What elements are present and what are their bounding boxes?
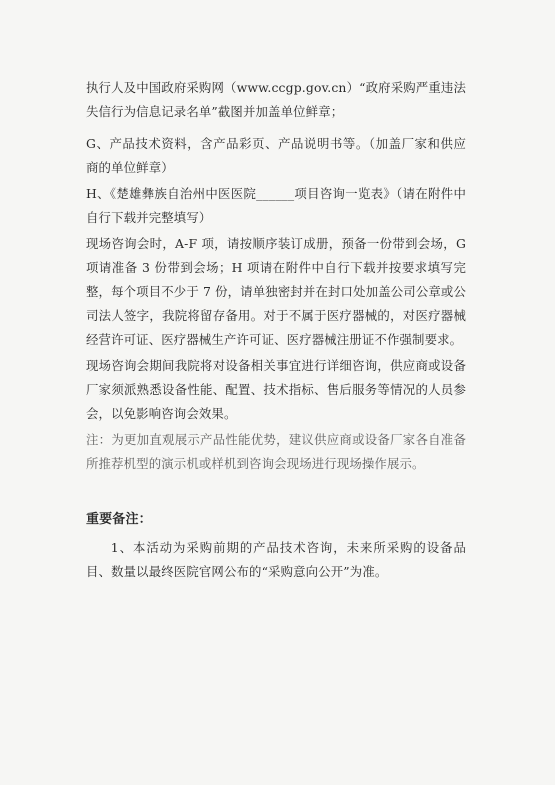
paragraph-credit-record: 执行人及中国政府采购网（www.ccgp.gov.cn）“政府采购严重违法失信行为信息记录名单”截图并加盖单位鲜章； [86, 80, 466, 119]
paragraph-item-h: H、《楚雄彝族自治州中医医院______项目咨询一览表》（请在附件中自行下载并完整填写） [86, 186, 466, 225]
paragraph-meeting-materials: 现场咨询会时，A-F 项，请按顺序装订成册，预备一份带到会场，G 项请准备 3 份带到会场；H 项请在附件中自行下载并按要求填写完整，每个项目不少于 7 份，请单独密封并在封口处加盖公司公章或公司法人签字，我院将留存备用。对于不属于医疗器械的，对医疗器械经营许可证、医疗器械生产许可证、医疗器械注册证不作强制要求。 [86, 236, 466, 347]
paragraph-item-g: G、产品技术资料，含产品彩页、产品说明书等。（加盖厂家和供应商的单位鲜章） [86, 136, 466, 175]
paragraph-note: 注：为更加直观展示产品性能优势，建议供应商或设备厂家各自准备所推荐机型的演示机或样机到咨询会现场进行现场操作展示。 [86, 432, 466, 471]
remarks-item-1: 1、本活动为采购前期的产品技术咨询，未来所采购的设备品目、数量以最终医院官网公布的“采购意向公开”为准。 [86, 540, 466, 579]
remarks-heading: 重要备注： [86, 512, 152, 527]
paragraph-meeting-attendance: 现场咨询会期间我院将对设备相关事宜进行详细咨询，供应商或设备厂家须派熟悉设备性能、配置、技术指标、售后服务等情况的人员参会，以免影响咨询会效果。 [86, 358, 466, 421]
document-body [86, 76, 466, 584]
